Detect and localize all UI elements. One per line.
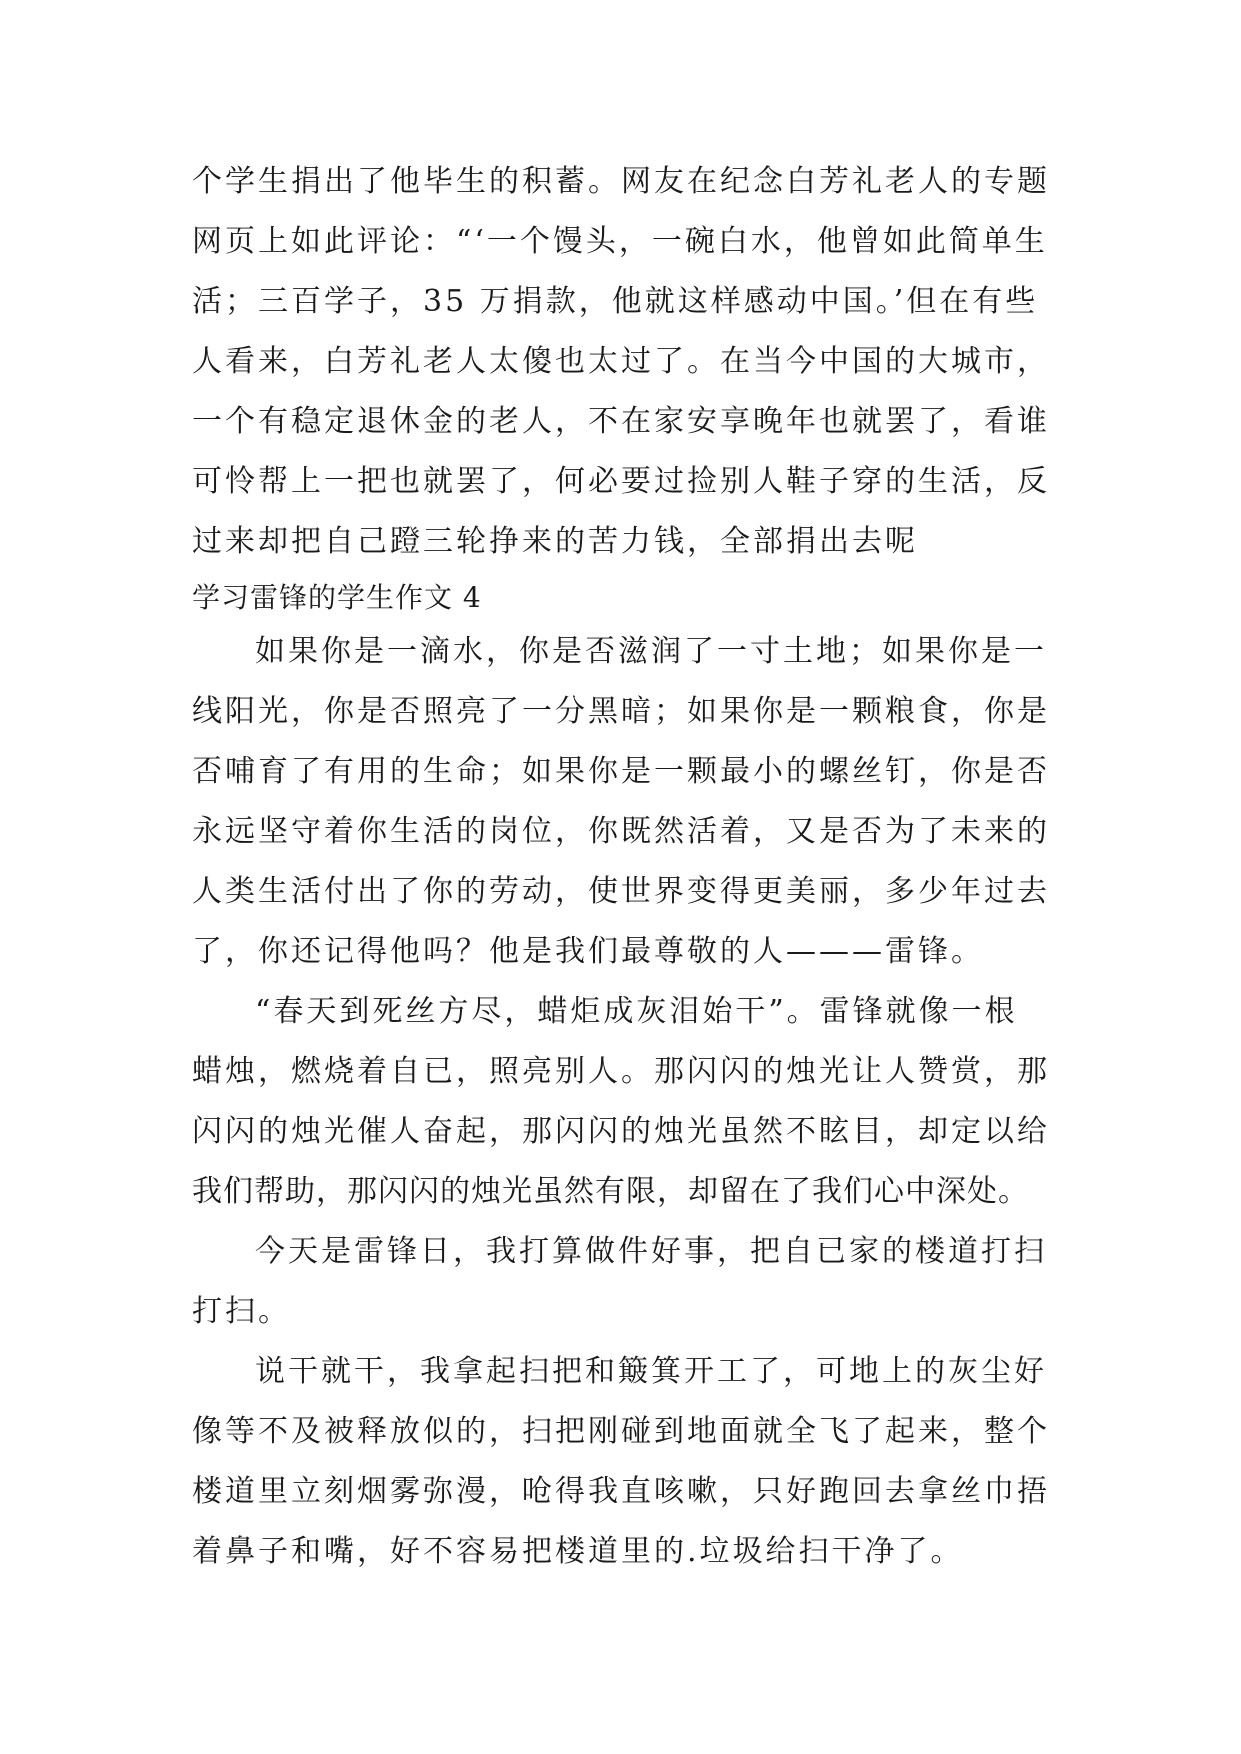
body-line: 否哺育了有用的生命；如果你是一颗最小的螺丝钉，你是否 [192,754,1050,789]
body-line: 我们帮助，那闪闪的烛光虽然有限，却留在了我们心中深处。 [192,1174,1029,1209]
body-line: 打扫。 [192,1294,291,1329]
body-line: 网页上如此评论：“‘一个馒头，一碗白水，他曾如此简单生 [192,224,1048,259]
body-line: 人看来，白芳礼老人太傻也太过了。在当今中国的大城市， [192,344,1050,379]
body-line: 人类生活付出了你的劳动，使世界变得更美丽，多少年过去 [192,874,1050,909]
body-line: 蜡烛，燃烧着自已，照亮别人。那闪闪的烛光让人赞赏，那 [192,1054,1050,1089]
body-line: 可怜帮上一把也就罢了，何必要过捡别人鞋子穿的生活，反 [192,464,1050,499]
body-line: 活；三百学子，35 万捐款，他就这样感动中国。’但在有些 [192,284,1039,319]
body-line: 线阳光，你是否照亮了一分黑暗；如果你是一颗粮食，你是 [192,694,1050,729]
body-line: 了，你还记得他吗？他是我们最尊敬的人———雷锋。 [192,934,984,969]
body-line: 如果你是一滴水，你是否滋润了一寸土地；如果你是一 [255,634,1047,669]
body-line: 着鼻子和嘴，好不容易把楼道里的.垃圾给扫干净了。 [192,1534,964,1569]
body-line: 过来却把自己蹬三轮挣来的苦力钱，全部捐出去呢 [192,524,918,559]
body-line: 像等不及被释放似的，扫把刚碰到地面就全飞了起来，整个 [192,1414,1050,1449]
body-line: 楼道里立刻烟雾弥漫，呛得我直咳嗽，只好跑回去拿丝巾捂 [192,1474,1050,1509]
section-heading: 学习雷锋的学生作文 4 [192,581,482,614]
body-line: 闪闪的烛光催人奋起，那闪闪的烛光虽然不眩目，却定以给 [192,1114,1050,1149]
body-line: 个学生捐出了他毕生的积蓄。网友在纪念白芳礼老人的专题 [192,164,1050,199]
body-line: “春天到死丝方尽，蜡炬成灰泪始干”。雷锋就像一根 [255,994,1018,1029]
body-line: 永远坚守着你生活的岗位，你既然活着，又是否为了未来的 [192,814,1050,849]
body-line: 说干就干，我拿起扫把和簸箕开工了，可地上的灰尘好 [255,1354,1047,1389]
body-line: 今天是雷锋日，我打算做件好事，把自已家的楼道打扫 [255,1234,1047,1269]
body-line: 一个有稳定退休金的老人，不在家安享晚年也就罢了，看谁 [192,404,1050,439]
